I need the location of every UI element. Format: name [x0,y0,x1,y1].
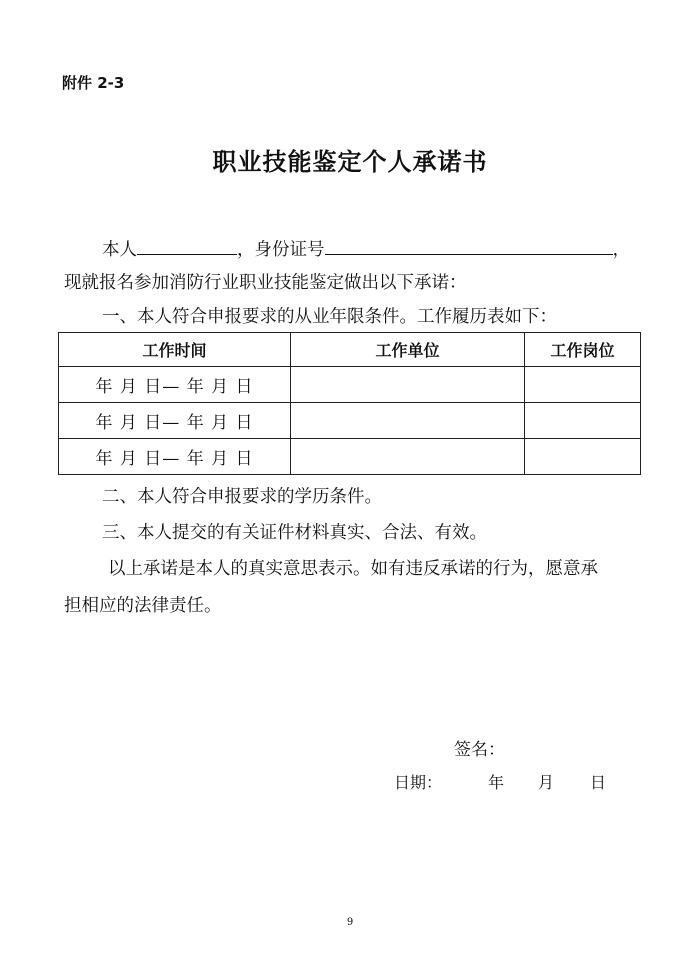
attachment-label: 附件 2-3 [62,74,125,92]
signature-label: 签名： [454,740,505,760]
page-number: 9 [346,917,354,928]
date-month: 月 [538,773,555,792]
work-post-cell[interactable] [525,403,641,439]
date-label: 日期： [394,773,443,792]
header-work-time: 工作时间 [59,333,291,367]
work-post-cell[interactable] [525,439,641,475]
statement-lead: 现就报名参加消防行业职业技能鉴定做出以下承诺： [64,273,467,293]
id-number-blank[interactable] [325,236,613,255]
date-year: 年 [488,773,505,792]
work-unit-cell[interactable] [291,367,525,403]
table-row [59,439,641,475]
header-work-unit: 工作单位 [291,333,525,367]
promise-1: 一、本人符合申报要求的从业年限条件。工作履历表如下： [102,307,557,327]
work-unit-cell[interactable] [291,403,525,439]
name-blank[interactable] [137,236,237,255]
promise-2: 二、本人符合申报要求的学历条件。 [102,487,382,507]
table-row [59,367,641,403]
date-day: 日 [590,773,607,792]
self-label: 本人 [102,240,137,260]
work-post-cell[interactable] [525,367,641,403]
work-time-cell[interactable]: 年 月 日— 年 月 日 [59,367,291,403]
closing-line-2: 担相应的法律责任。 [64,596,222,616]
intro-line [102,236,630,262]
work-time-cell[interactable]: 年 月 日— 年 月 日 [59,439,291,475]
work-time-cell[interactable]: 年 月 日— 年 月 日 [59,403,291,439]
closing-line-1: 以上承诺是本人的真实意思表示。如有违反承诺的行为，愿意承 [108,559,598,579]
document-title: 职业技能鉴定个人承诺书 [212,148,488,176]
date-row [394,770,606,793]
promise-3: 三、本人提交的有关证件材料真实、合法、有效。 [102,523,487,543]
header-work-post: 工作岗位 [525,333,641,367]
trailing-comma: ， [612,240,630,260]
table-row [59,403,641,439]
work-unit-cell[interactable] [291,439,525,475]
table-header-row [59,333,641,367]
work-history-table [58,332,641,475]
id-label: ，身份证号 [237,240,325,260]
